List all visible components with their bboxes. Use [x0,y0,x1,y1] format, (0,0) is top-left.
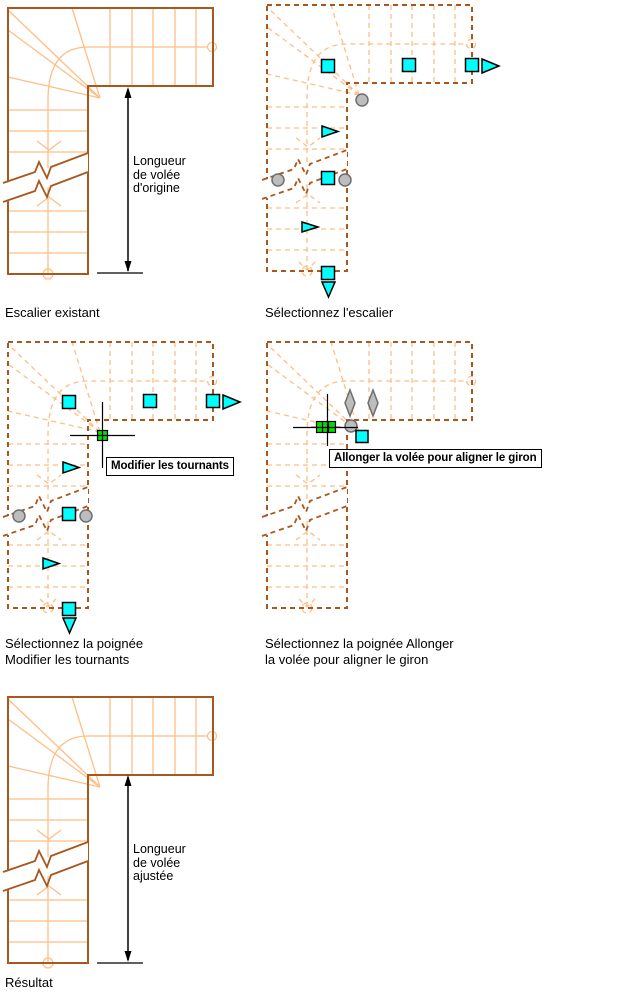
grip-square-icon[interactable] [63,603,76,616]
dimension-label-original: Longueur de volée d'origine [133,154,186,195]
grips-cyan-d2 [302,59,499,298]
grip-square-icon[interactable] [322,60,335,73]
dim-arrow-up-icon [125,775,132,786]
grip-triangle-right-icon[interactable] [302,222,318,232]
stair-plan-modify-turns [3,342,217,613]
grip-triangle-right-icon[interactable] [223,395,240,409]
dim-arrow-down-icon [125,261,132,272]
grips-cyan-d4 [356,431,368,443]
dim-arrow-down-icon [125,951,132,962]
stair-plan-selected [262,5,476,276]
edge-grip-circle-icon[interactable] [13,510,25,522]
grip-triangle-right-icon[interactable] [63,462,79,473]
caption-select: Sélectionnez l'escalier [265,305,394,320]
grip-square-icon[interactable] [144,395,157,408]
grip-diamond-icon[interactable] [368,390,378,416]
grip-square-icon[interactable] [207,395,220,408]
edge-grip-circle-icon[interactable] [339,174,351,186]
grip-square-icon[interactable] [322,172,335,185]
dim-arrow-up-icon [125,87,132,98]
grip-square-icon[interactable] [63,396,76,409]
edge-grip-circle-icon[interactable] [80,510,92,522]
grip-triangle-right-icon[interactable] [482,59,499,73]
caption-existing: Escalier existant [5,305,100,320]
caption-lengthen-flight: Sélectionnez la poignée Allonger la volée pour aligner le giron [265,636,454,667]
caption-result: Résultat [5,975,53,990]
grip-square-icon[interactable] [63,508,76,521]
stair-plan-result [3,697,217,968]
stair-plan-existing [3,8,217,279]
grip-square-icon[interactable] [466,59,479,72]
edge-grip-circle-icon[interactable] [272,174,284,186]
grips-gray-d4 [345,390,378,432]
caption-modify-turns: Sélectionnez la poignée Modifier les tournants [5,636,144,667]
edge-grip-circle-icon[interactable] [356,94,368,106]
grip-triangle-down-icon[interactable] [63,618,76,633]
edge-grip-circle-icon[interactable] [345,420,357,432]
stair-plan-lengthen-flight [262,342,476,613]
grip-triangle-right-icon[interactable] [43,558,59,569]
grip-square-icon[interactable] [322,267,335,280]
grip-square-icon[interactable] [403,59,416,72]
grip-tooltip-modify-turns: Modifier les tournants [106,457,234,476]
grips-cyan-d3 [43,395,240,634]
dimension-label-adjusted: Longueur de volée ajustée [133,842,186,883]
grip-triangle-down-icon[interactable] [322,282,335,297]
grip-square-icon[interactable] [356,431,368,443]
grip-tooltip-lengthen-flight: Allonger la volée pour aligner le giron [329,449,542,468]
